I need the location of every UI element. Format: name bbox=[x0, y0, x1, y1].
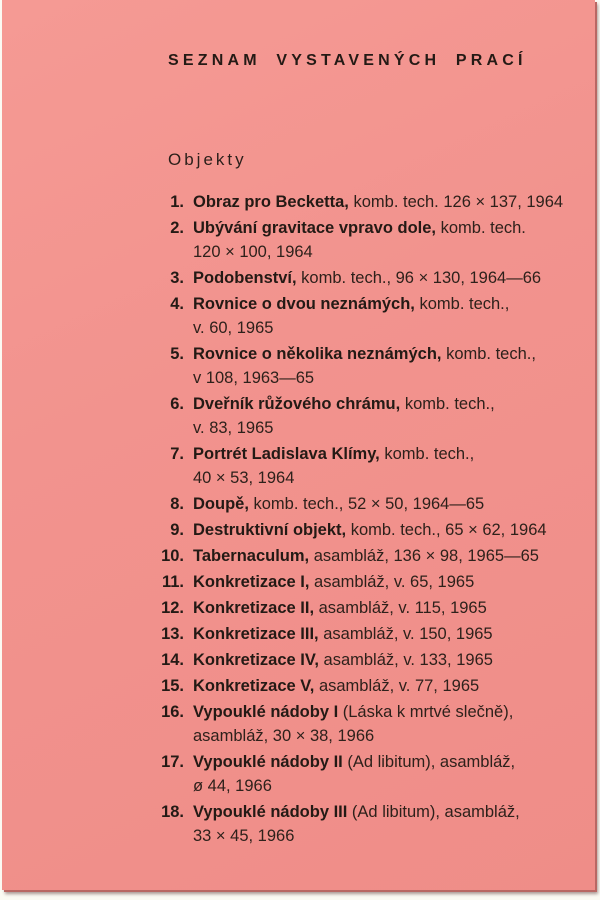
item-detail-continuation: 33 × 45, 1966 bbox=[193, 827, 295, 845]
item-content bbox=[193, 518, 547, 542]
item-content bbox=[193, 648, 493, 672]
list-item bbox=[150, 492, 595, 516]
list-item bbox=[150, 648, 595, 672]
item-first-line bbox=[193, 700, 513, 724]
item-content bbox=[193, 442, 474, 490]
item-content bbox=[193, 292, 509, 340]
item-number: 7. bbox=[170, 445, 184, 463]
item-number: 1. bbox=[170, 193, 184, 211]
item-content bbox=[193, 266, 541, 290]
page-title: SEZNAM VYSTAVENÝCH PRACÍ bbox=[168, 52, 527, 69]
item-first-line bbox=[193, 750, 515, 774]
item-first-line bbox=[193, 392, 495, 416]
item-title: Portrét Ladislava Klímy, bbox=[193, 445, 380, 463]
item-title: Dveřník růžového chrámu, bbox=[193, 395, 401, 413]
item-detail-continuation: v 108, 1963—65 bbox=[193, 369, 315, 387]
item-number: 5. bbox=[170, 345, 184, 363]
item-first-line bbox=[193, 622, 493, 646]
item-detail: (Ad libitum), asambláž, bbox=[347, 803, 520, 821]
item-content bbox=[193, 342, 536, 390]
item-first-line bbox=[193, 216, 526, 240]
list-item bbox=[150, 700, 595, 748]
list-item bbox=[150, 292, 595, 340]
item-number: 17. bbox=[161, 753, 184, 771]
item-detail: komb. tech. bbox=[436, 219, 526, 237]
item-content bbox=[193, 544, 539, 568]
item-title: Rovnice o několika neznámých, bbox=[193, 345, 442, 363]
list-item bbox=[150, 392, 595, 440]
item-content bbox=[193, 570, 474, 594]
item-detail: komb. tech., 96 × 130, 1964—66 bbox=[296, 269, 542, 287]
item-detail: komb. tech., bbox=[400, 395, 495, 413]
item-title: Konkretizace V, bbox=[193, 677, 315, 695]
list-item bbox=[150, 622, 595, 646]
item-number: 18. bbox=[161, 803, 184, 821]
item-detail: (Ad libitum), asambláž, bbox=[342, 753, 516, 771]
item-number: 4. bbox=[170, 295, 184, 313]
item-detail: komb. tech., bbox=[414, 295, 510, 313]
item-title: Obraz pro Becketta, bbox=[193, 193, 349, 211]
item-detail-continuation: ø 44, 1966 bbox=[193, 777, 272, 795]
item-title: Konkretizace I, bbox=[193, 573, 310, 591]
item-detail: asambláž, v. 115, 1965 bbox=[314, 599, 487, 617]
item-title: Destruktivní objekt, bbox=[193, 521, 347, 539]
item-first-line bbox=[193, 442, 474, 466]
item-content bbox=[193, 190, 563, 214]
item-detail-continuation: v. 83, 1965 bbox=[193, 419, 274, 437]
item-title: Ubývání gravitace vpravo dole, bbox=[193, 219, 437, 237]
item-first-line bbox=[193, 674, 479, 698]
item-number: 13. bbox=[161, 625, 184, 643]
item-content bbox=[193, 674, 479, 698]
item-number: 16. bbox=[161, 703, 184, 721]
list-item bbox=[150, 596, 595, 620]
item-detail: asambláž, v. 133, 1965 bbox=[318, 651, 493, 669]
list-item bbox=[150, 216, 595, 264]
item-first-line bbox=[193, 190, 563, 214]
catalog-page bbox=[2, 0, 595, 890]
item-number: 10. bbox=[161, 547, 184, 565]
item-content bbox=[193, 492, 484, 516]
list-item bbox=[150, 266, 595, 290]
item-detail: komb. tech., bbox=[379, 445, 475, 463]
list-item bbox=[150, 750, 595, 798]
item-content bbox=[193, 392, 495, 440]
item-content bbox=[193, 800, 520, 848]
item-content bbox=[193, 216, 526, 264]
item-number: 11. bbox=[161, 573, 184, 591]
item-number: 6. bbox=[170, 395, 184, 413]
item-content bbox=[193, 622, 493, 646]
item-title: Vypouklé nádoby I bbox=[193, 703, 339, 721]
item-detail-continuation: asambláž, 30 × 38, 1966 bbox=[193, 727, 375, 745]
item-first-line bbox=[193, 266, 541, 290]
item-first-line bbox=[193, 342, 536, 366]
works-list bbox=[150, 190, 595, 848]
item-first-line bbox=[193, 648, 493, 672]
item-first-line bbox=[193, 292, 509, 316]
item-title: Tabernaculum, bbox=[193, 547, 310, 565]
item-content bbox=[193, 700, 513, 748]
item-number: 9. bbox=[170, 521, 184, 539]
list-item bbox=[150, 518, 595, 542]
list-item bbox=[150, 674, 595, 698]
list-item bbox=[150, 342, 595, 390]
item-number: 3. bbox=[170, 269, 184, 287]
item-title: Vypouklé nádoby II bbox=[193, 753, 343, 771]
item-detail: asambláž, 136 × 98, 1965—65 bbox=[309, 547, 539, 565]
item-title: Konkretizace II, bbox=[193, 599, 315, 617]
item-content bbox=[193, 596, 487, 620]
item-title: Rovnice o dvou neznámých, bbox=[193, 295, 415, 313]
item-detail: asambláž, v. 65, 1965 bbox=[309, 573, 475, 591]
item-title: Doupě, bbox=[193, 495, 249, 513]
item-first-line bbox=[193, 800, 520, 824]
item-first-line bbox=[193, 596, 487, 620]
item-detail-continuation: v. 60, 1965 bbox=[193, 319, 274, 337]
list-item bbox=[150, 800, 595, 848]
item-number: 15. bbox=[161, 677, 184, 695]
item-detail: asambláž, v. 77, 1965 bbox=[314, 677, 480, 695]
item-title: Konkretizace III, bbox=[193, 625, 319, 643]
item-first-line bbox=[193, 570, 474, 594]
list-item bbox=[150, 544, 595, 568]
item-title: Konkretizace IV, bbox=[193, 651, 319, 669]
list-item bbox=[150, 190, 595, 214]
item-first-line bbox=[193, 518, 547, 542]
item-detail: komb. tech., bbox=[441, 345, 536, 363]
item-title: Vypouklé nádoby III bbox=[193, 803, 348, 821]
item-number: 2. bbox=[170, 219, 184, 237]
item-detail: komb. tech., 65 × 62, 1964 bbox=[346, 521, 547, 539]
item-detail-continuation: 40 × 53, 1964 bbox=[193, 469, 295, 487]
item-detail: (Láska k mrtvé slečně), bbox=[338, 703, 514, 721]
item-detail-continuation: 120 × 100, 1964 bbox=[193, 243, 313, 261]
item-number: 14. bbox=[161, 651, 184, 669]
item-detail: asambláž, v. 150, 1965 bbox=[318, 625, 493, 643]
section-heading: Objekty bbox=[168, 150, 247, 169]
item-detail: komb. tech., 52 × 50, 1964—65 bbox=[248, 495, 485, 513]
item-first-line bbox=[193, 544, 539, 568]
list-item bbox=[150, 570, 595, 594]
list-item bbox=[150, 442, 595, 490]
item-first-line bbox=[193, 492, 484, 516]
item-number: 8. bbox=[170, 495, 184, 513]
item-content bbox=[193, 750, 515, 798]
item-title: Podobenství, bbox=[193, 269, 297, 287]
item-number: 12. bbox=[161, 599, 184, 617]
item-detail: komb. tech. 126 × 137, 1964 bbox=[348, 193, 564, 211]
